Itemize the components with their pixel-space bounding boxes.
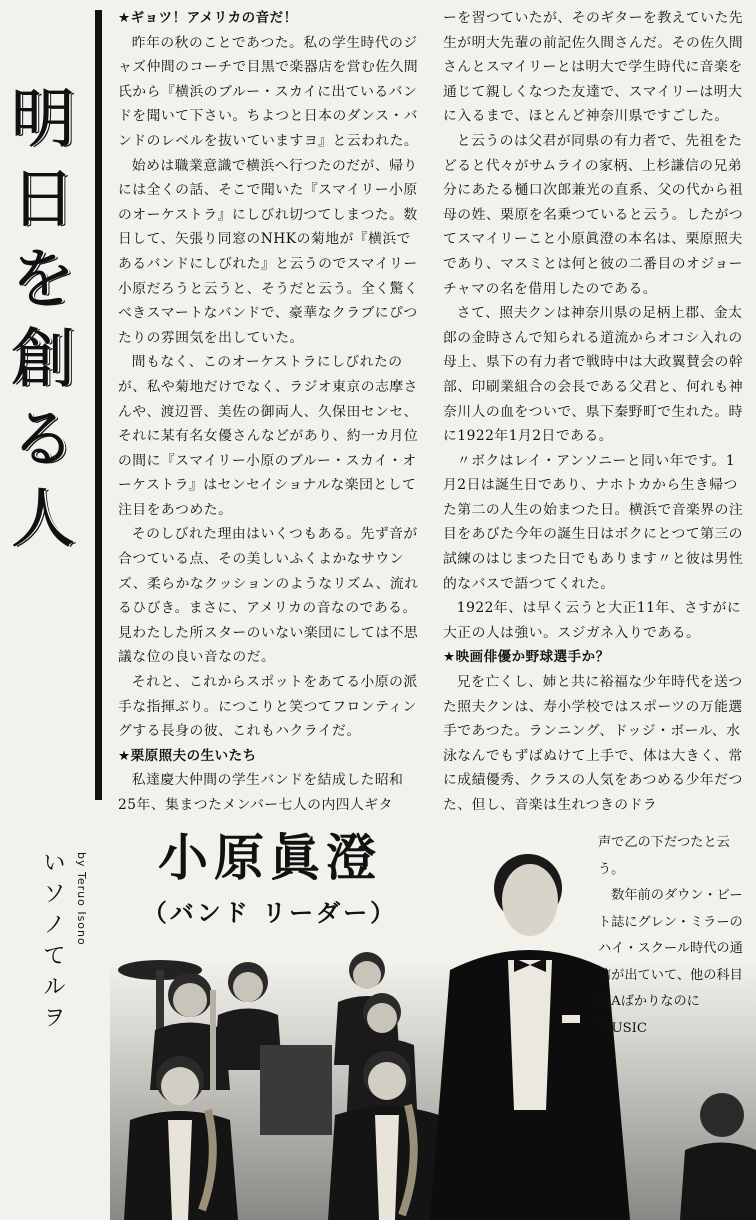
right-column (443, 6, 745, 818)
paragraph: 間もなく、このオーケストラにしびれたのが、私や菊地だけでなく、ラジオ東京の志摩さんや、渡辺晋、美佐の御両人、久保田センセ、それに某有名女優さんなどがあり、約一カ月位の間に『スマイリー小原のブルー・スカイ・オーケストラ』はセンセイショナルな楽団として注目をあつめた。 (118, 354, 419, 518)
section-heading: ★映画俳優か野球選手か？ (443, 649, 610, 666)
leader-name: 小原眞澄 (158, 829, 382, 887)
paragraph: 〃ボクはレイ・アンソニーと同い年です。1月2日は誕生日であり、ナホトカから生き帰つた第二の人生の始まつた日。横浜で音楽界の注目をあびた今年の誕生日はボクにとつて第三の試練のはじまつた日でもあります〃と彼は男性的なバスで語つてくれた。 (443, 452, 744, 592)
title-char: 日 (11, 163, 73, 237)
author-name-en: by Teruo Isono (75, 852, 88, 946)
paragraph: 1922年、は早く云うと大正11年、さすがに大正の人は強い。スジガネ入りである。 (443, 600, 742, 641)
author-name-jp: いソノてルヲ (39, 850, 65, 1036)
left-column (118, 6, 420, 818)
paragraph: 昨年の秋のことであつた。私の学生時代のジャズ仲間のコーチで目黒で楽器店を営む佐久間氏から『横浜のブルー・スカイに出ているバンドを聞いて下さい。ちよつと日本のダンス・バンドのレベルを抜いていますヨ』と云われた。 (118, 34, 419, 149)
title-char: を (11, 243, 73, 317)
paragraph: 数年前のダウン・ビート誌にグレン・ミラーのハイ・スクール時代の通信が出ていて、他の科目がAばかりなのにMUSIC (598, 888, 743, 1036)
author-byline (36, 850, 88, 1036)
paragraph: 兄を亡くし、姉と共に裕福な少年時代を送つた照夫クンは、寿小学校ではスポーツの万能選手であつた。ランニング、ドッジ・ボール、水泳なんでもずばぬけて上手で、体は大きく、常に成績優秀、クラスの人気をあつめる少年だつた、但し、音楽は生れつきのドラ (443, 674, 743, 813)
name-block (135, 825, 405, 928)
paragraph: さて、照夫クンは神奈川県の足柄上郡、金太郎の金時さんで知られる道流からオコシ入れの母上、県下の有力者で戦時中は大政翼賛会の幹部、印刷業組合の会長である父君と、何れも神奈川人の血をついで、県下秦野町で生れた。時に1922年1月2日である。 (443, 305, 744, 445)
leader-role: （バンド リーダー） (142, 899, 398, 927)
title-char: 明 (11, 83, 73, 157)
article-title (4, 80, 80, 560)
vertical-rule (95, 10, 102, 800)
section-heading: ★栗原照夫の生いたち (118, 747, 257, 764)
paragraph: と云うのは父君が同県の有力者で、先祖をたどると代々がサムライの家柄、上杉謙信の兄弟分にあたる樋口次郎兼光の直系、父の代から祖母の姓、栗原を名乗つていると云う。したがつてスマイリーこと小原眞澄の本名は、栗原照夫であり、マスミとは何と彼の二番目のオジョーチャマの名を借用したのである。 (443, 132, 744, 297)
paragraph: それと、これからスポットをあてる小原の派手な指揮ぶり。につこりと笑つてフロンティングする長身の彼、これもハクライだ。 (118, 674, 418, 740)
title-char: 人 (11, 483, 73, 557)
paragraph: そのしびれた理由はいくつもある。先ず音が合つている点、その美しいふくよかなサウンズ、柔らかなクッションのようなリズム、流れるひびき。まさに、アメリカの音なのである。見わたした所スターのいない楽団にしては不思議な位の良い音なのだ。 (118, 526, 419, 666)
paragraph: ーを習つていたが、そのギターを教えていた先生が明大先輩の前記佐久間さんだ。その佐久間さんとスマイリーとは明大で学生時代に音楽を通じて親しくなつた友達で、スマイリーは明大に入るまで、ほとんど神奈川県ですごした。 (443, 10, 744, 125)
paragraph: 私達慶大仲間の学生バンドを結成した昭和25年、集まつたメンバー七人の内四人ギタ (118, 772, 404, 813)
paragraph: 始めは職業意識で横浜へ行つたのだが、帰りには全くの話、そこで聞いた『スマイリー小原のオーケストラ』にしびれ切つてしまつた。数日して、矢張り同窓のNHKの菊地が『横浜であるバンドにしびれた』と云うのでスマイリー小原だろうと云うと、そうだと云う。全く驚くべきスマートなバンドで、豪華なクラブにぴつたりの雰囲気を出していた。 (118, 157, 419, 346)
paragraph: 声で乙の下だつたと云う。 (598, 835, 730, 877)
title-char: る (11, 403, 73, 477)
section-heading: ★ギョツ！アメリカの音だ！ (118, 10, 298, 26)
title-char: 創 (11, 323, 73, 397)
right-narrow-column (598, 830, 748, 1042)
